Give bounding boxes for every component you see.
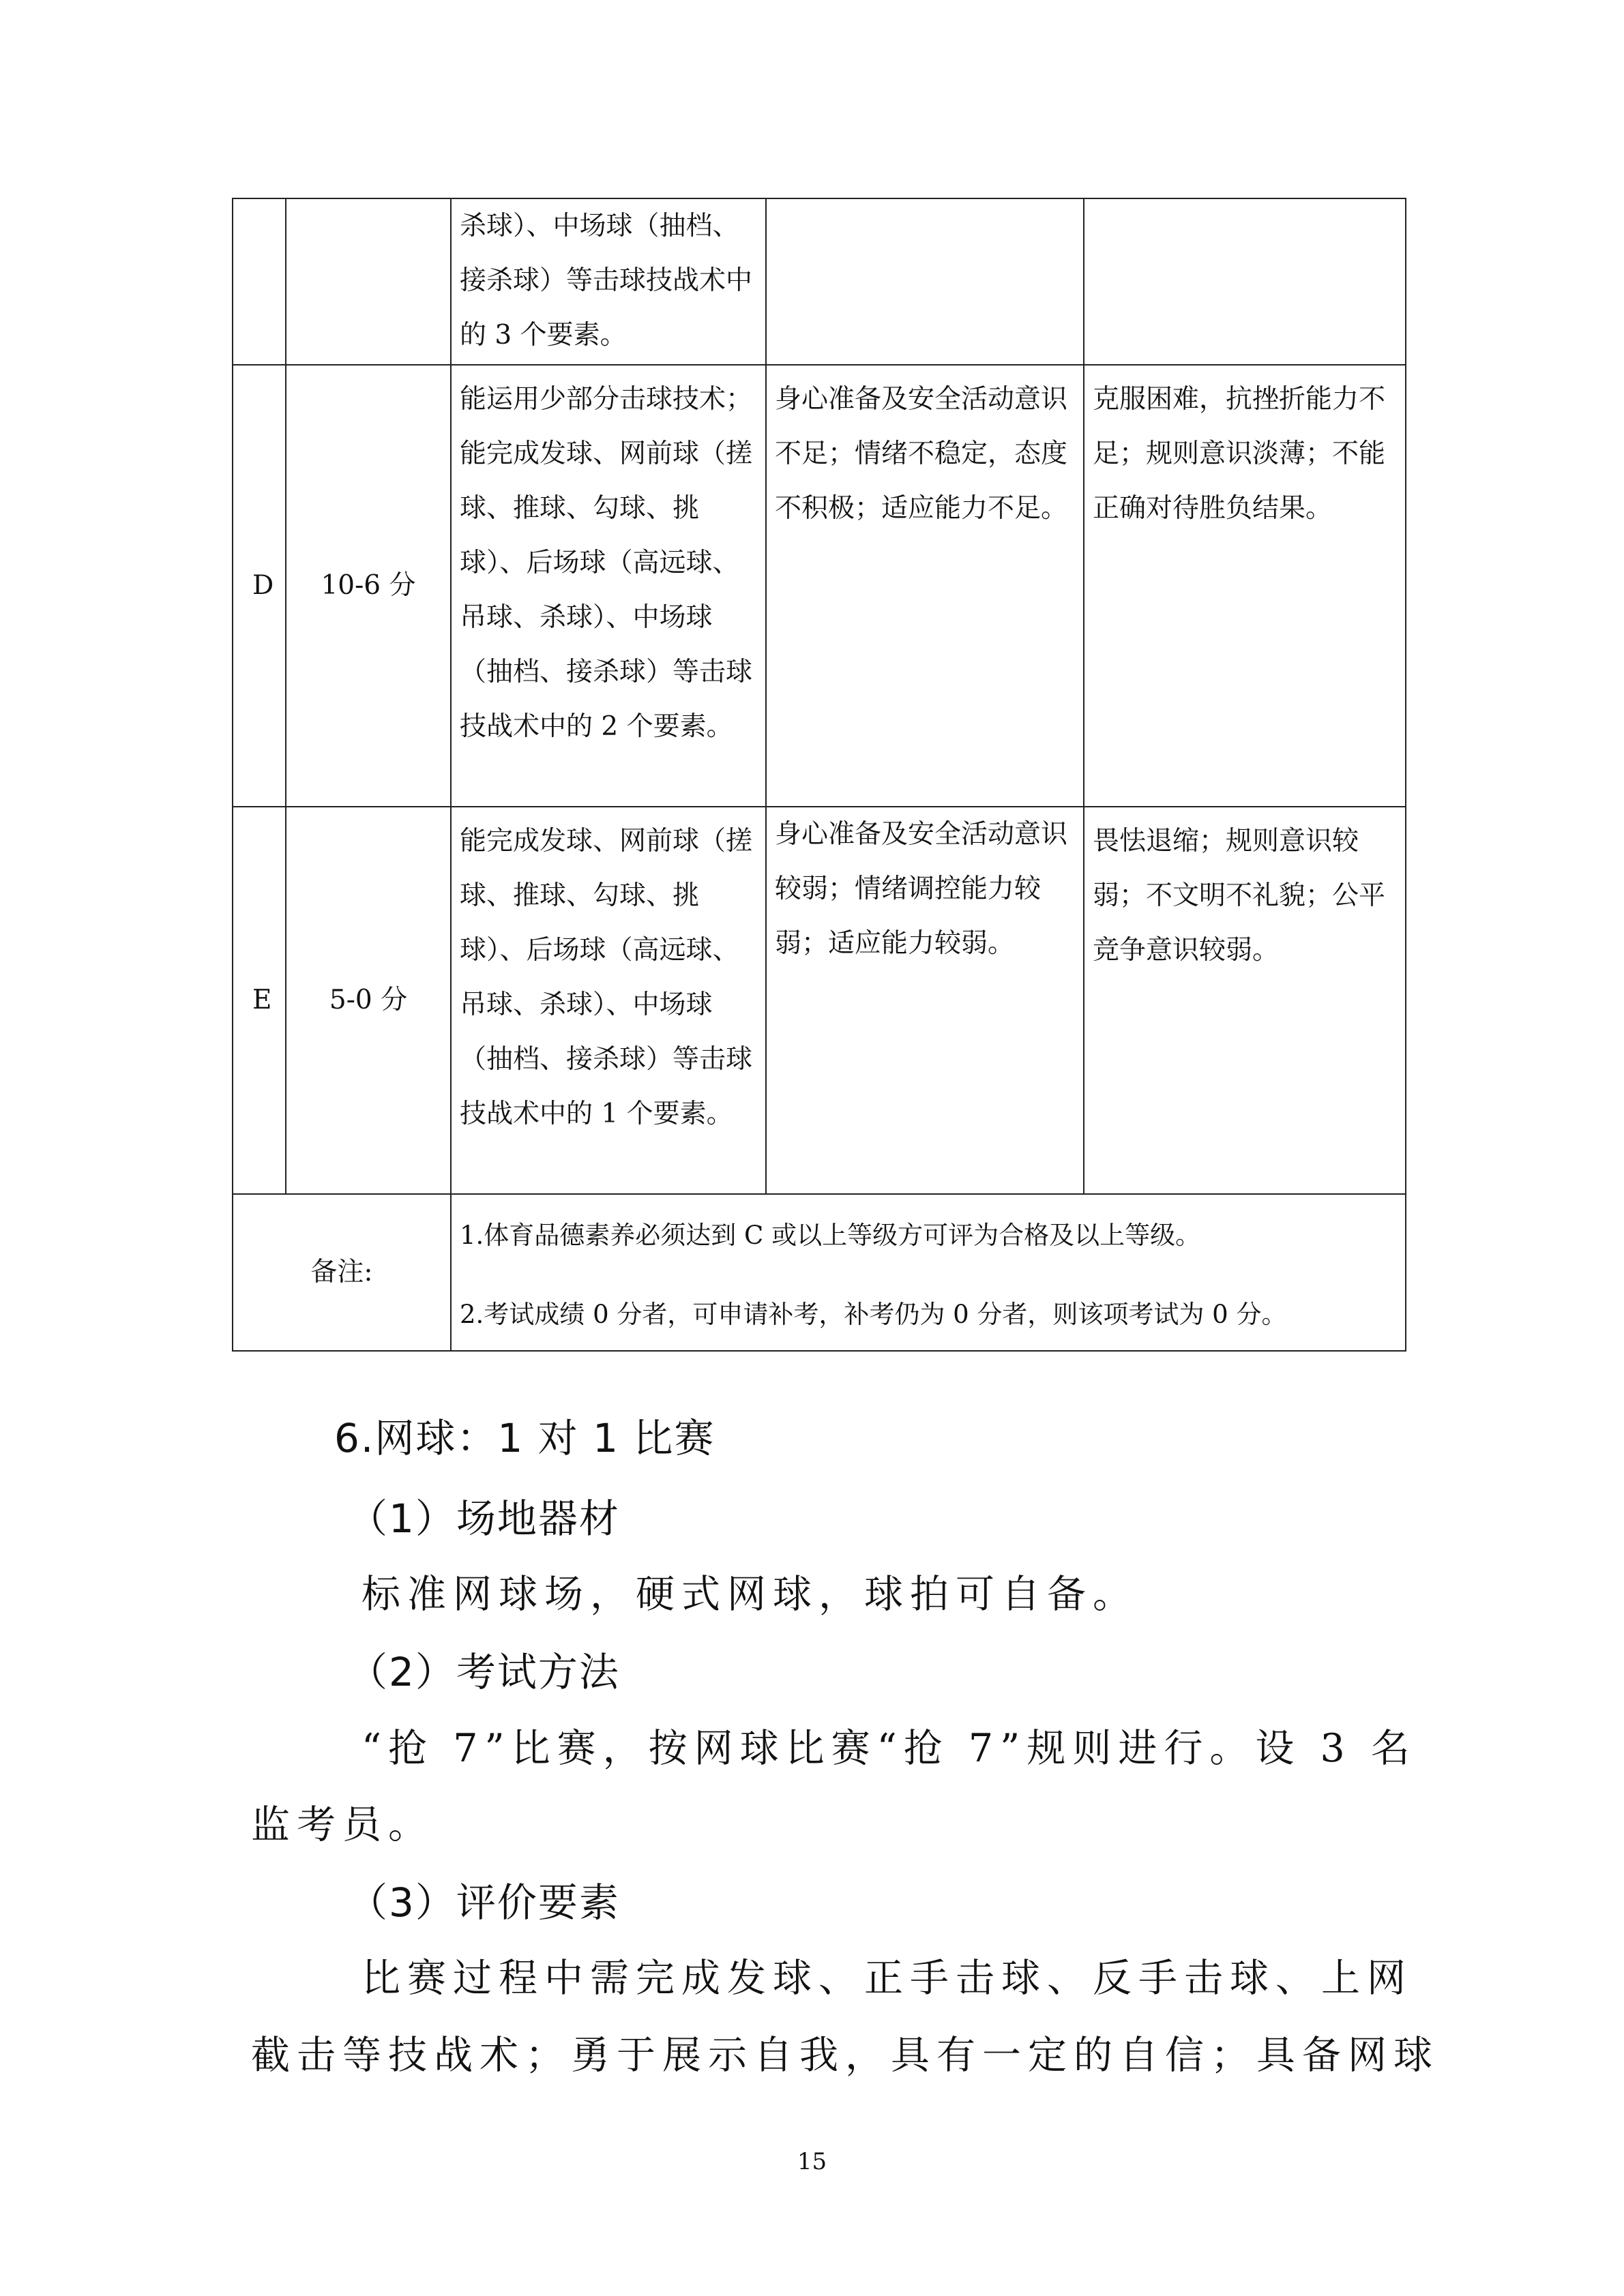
skill-text: 能完成发球、网前球（搓球、推球、勾球、挑球）、后场球（高远球、吊球、杀球）、中场球（抽档、接杀球）等击球技战术中的 1 个要素。 — [460, 826, 753, 1129]
note-item: 2.考试成绩 0 分者，可申请补考，补考仍为 0 分者，则该项考试为 0 分。 — [460, 1300, 1287, 1329]
moral-cell — [1084, 807, 1406, 1194]
criteria-text-line1: 比赛过程中需完成发球、正手击球、反手击球、上网 — [361, 1956, 1413, 2001]
evaluation-table — [232, 198, 1406, 1352]
grade-cell: E — [233, 807, 286, 1194]
criteria-text-line2: 截击等技战术；勇于展示自我，具有一定的自信；具备网球 — [251, 2033, 1439, 2078]
table-row — [233, 365, 1406, 807]
grade-cell — [233, 198, 286, 365]
moral-text: 克服困难，抗挫折能力不足；规则意识淡薄；不能正确对待胜负结果。 — [1093, 384, 1386, 524]
page-number: 15 — [797, 2148, 827, 2175]
mental-text — [775, 199, 1075, 206]
table-row — [233, 198, 1406, 365]
skill-cell — [451, 807, 766, 1194]
skill-cell — [451, 365, 766, 807]
section-title: 6.网球：1 对 1 比赛 — [334, 1415, 715, 1461]
mental-cell — [766, 807, 1084, 1194]
notes-label: 备注: — [233, 1194, 451, 1351]
score-cell — [286, 198, 451, 365]
grade-cell: D — [233, 365, 286, 807]
table-row — [233, 807, 1406, 1194]
skill-cell — [451, 198, 766, 365]
method-text-line1: “抢 7”比赛，按网球比赛“抢 7”规则进行。设 3 名 — [361, 1726, 1417, 1771]
mental-text: 身心准备及安全活动意识较弱；情绪调控能力较弱；适应能力较弱。 — [775, 819, 1068, 959]
mental-cell — [766, 365, 1084, 807]
moral-cell — [1084, 198, 1406, 365]
skill-text: 杀球）、中场球（抽档、接杀球）等击球技战术中的 3 个要素。 — [460, 211, 753, 351]
subsection-venue-heading: （1）场地器材 — [348, 1495, 620, 1542]
mental-cell — [766, 198, 1084, 365]
skill-text: 能运用少部分击球技术；能完成发球、网前球（搓球、推球、勾球、挑球）、后场球（高远球、吊球、杀球）、中场球（抽档、接杀球）等击球技战术中的 2 个要素。 — [460, 384, 753, 742]
score-cell: 10-6 分 — [286, 365, 451, 807]
moral-text — [1093, 199, 1397, 206]
subsection-criteria-heading: （3）评价要素 — [348, 1879, 620, 1926]
score-cell: 5-0 分 — [286, 807, 451, 1194]
notes-row — [233, 1194, 1406, 1351]
venue-text: 标准网球场，硬式网球，球拍可自备。 — [361, 1572, 1138, 1617]
moral-text: 畏怯退缩；规则意识较弱；不文明不礼貌；公平竞争意识较弱。 — [1093, 826, 1386, 966]
note-item: 1.体育品德素养必须达到 C 或以上等级方可评为合格及以上等级。 — [460, 1221, 1201, 1250]
mental-text: 身心准备及安全活动意识不足；情绪不稳定，态度不积极；适应能力不足。 — [775, 384, 1068, 524]
moral-cell — [1084, 365, 1406, 807]
method-text-line2: 监考员。 — [251, 1802, 434, 1847]
subsection-method-heading: （2）考试方法 — [348, 1649, 620, 1695]
notes-cell — [451, 1194, 1406, 1351]
